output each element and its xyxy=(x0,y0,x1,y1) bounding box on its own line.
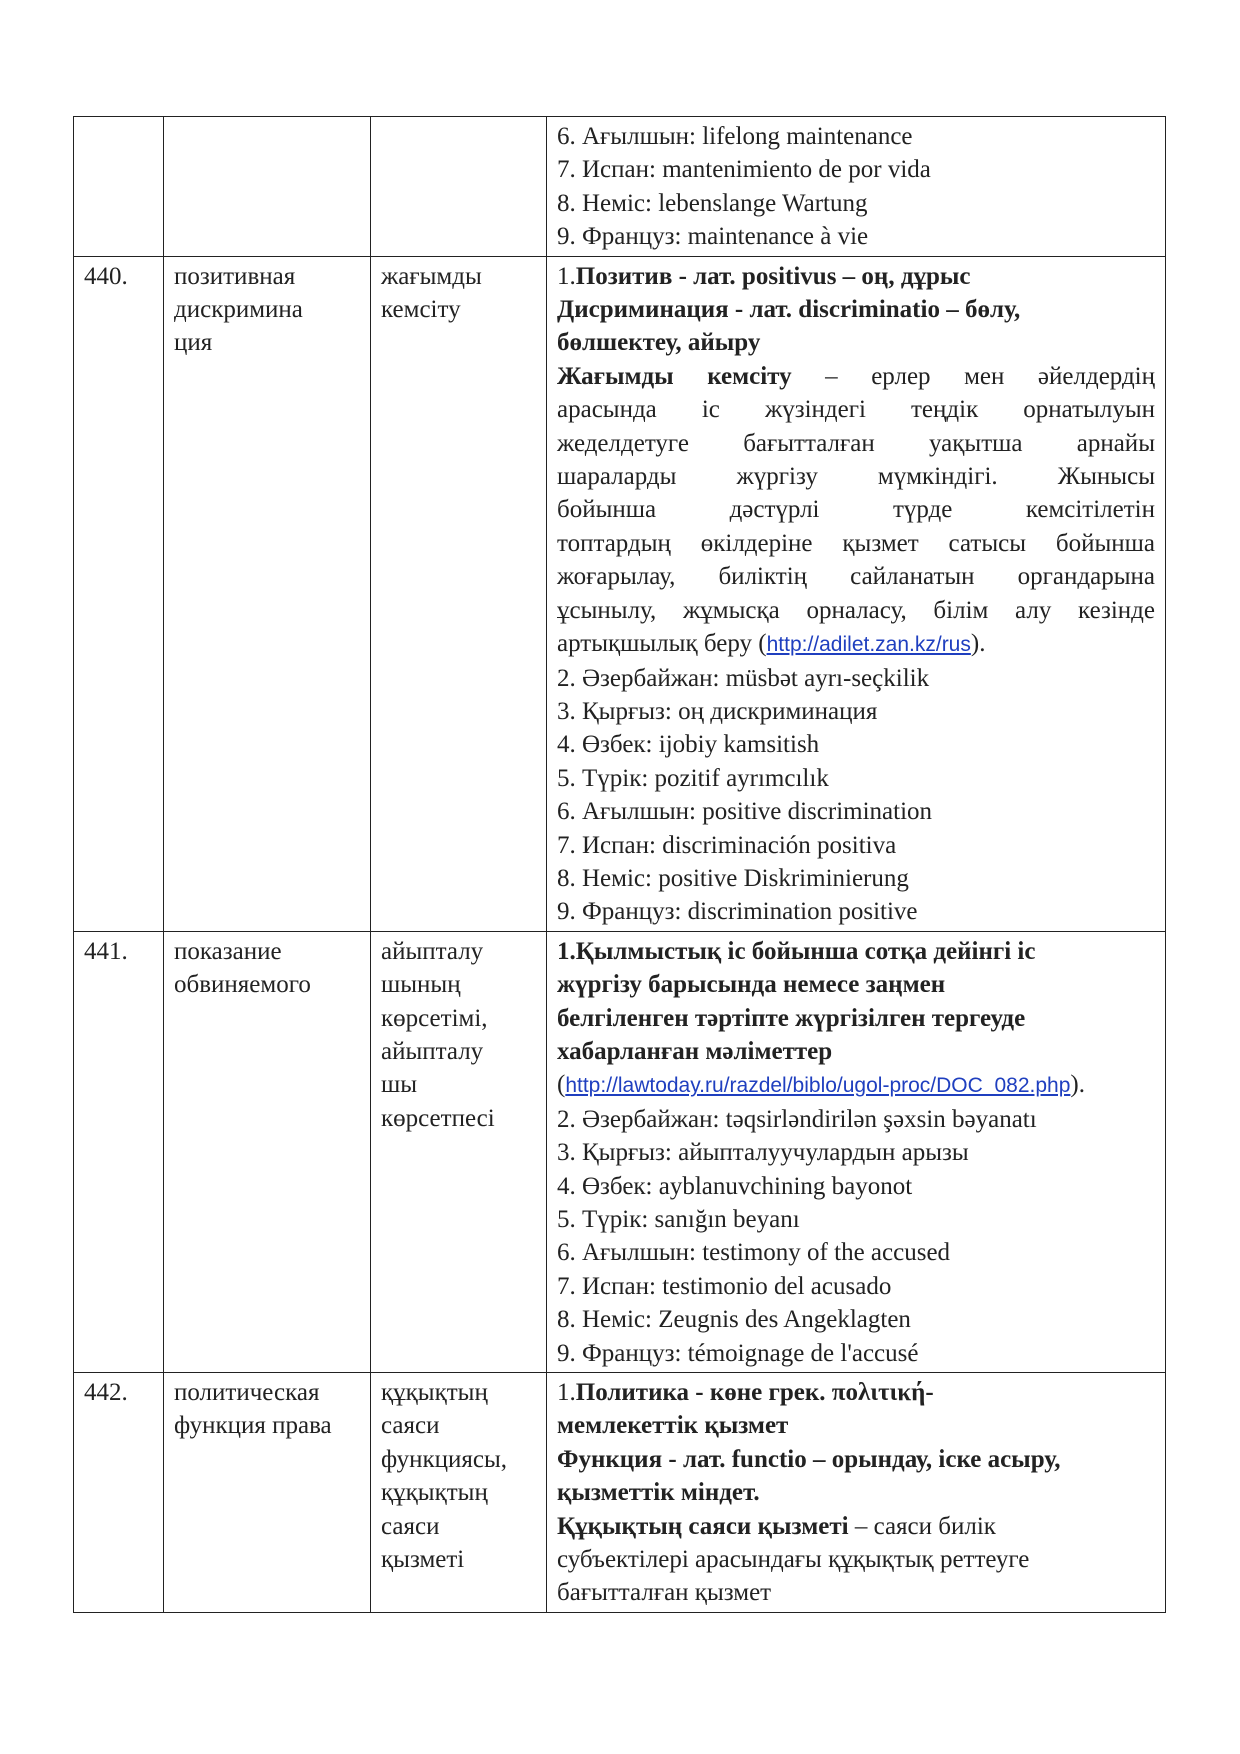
etymology-line: бөлшектеу, айыру xyxy=(557,329,761,357)
etymology-line: 1.Позитив - лат. positivus – оң, дұрыс xyxy=(557,262,971,290)
translation-line: 2. Әзербайжан: müsbət ayrı-seçkilik xyxy=(557,664,930,692)
entry-number-cell xyxy=(74,1373,164,1613)
translation-line: 3. Қырғыз: оң дискриминация xyxy=(557,697,878,725)
kazakh-term-cell xyxy=(371,117,547,257)
translation-line: 8. Неміс: positive Diskriminierung xyxy=(557,864,909,892)
translation-line: 4. Өзбек: ijobiy kamsitish xyxy=(557,731,820,759)
definition-line: жүргізу барысында немесе заңмен xyxy=(557,971,946,999)
translation-line: 7. Испан: mantenimiento de por vida xyxy=(557,156,931,184)
russian-term-line: позитивная xyxy=(174,262,296,290)
russian-term-line: ция xyxy=(174,329,213,357)
translation-line: 3. Қырғыз: айыпталуучулардын арызы xyxy=(557,1139,969,1167)
translation-line: 7. Испан: testimonio del acusado xyxy=(557,1272,892,1300)
kazakh-term-line: көрсетімі, xyxy=(381,1004,488,1032)
kazakh-term-line: кемсіту xyxy=(381,296,461,324)
definition-line: хабарланған мәліметтер xyxy=(557,1037,833,1065)
definition-line: субъектілері арасындағы құқықтық реттеуге xyxy=(557,1546,1030,1574)
definition-line: жеделдетуге бағытталған уақытша арнайы xyxy=(557,429,1155,457)
table-row xyxy=(74,1373,1166,1613)
etymology-line: 1.Политика - көне грек. πολιτική- xyxy=(557,1379,934,1407)
etymology-line: Дисриминация - лат. discriminatio – бөлу, xyxy=(557,296,1021,324)
russian-term-cell xyxy=(164,256,371,931)
definition-line: топтардың өкілдеріне қызмет сатысы бойынша xyxy=(557,529,1155,557)
translation-line: 9. Француз: témoignage de l'accusé xyxy=(557,1339,919,1367)
definition-line: бойынша дәстүрлі түрде кемсітілетін xyxy=(557,496,1155,524)
russian-term-line: обвиняемого xyxy=(174,971,311,999)
russian-term-cell xyxy=(164,1373,371,1613)
definition-line: белгіленген тәртіпте жүргізілген тергеуде xyxy=(557,1004,1026,1032)
entry-number: 441. xyxy=(84,937,128,965)
russian-term-line: показание xyxy=(174,937,282,965)
dictionary-table xyxy=(73,116,1166,1613)
russian-term-line: функция права xyxy=(174,1412,332,1440)
kazakh-term-cell xyxy=(371,1373,547,1613)
russian-term-cell xyxy=(164,931,371,1372)
kazakh-term-line: функциясы, xyxy=(381,1445,508,1473)
translation-line: 5. Түрік: pozitif ayrımcılık xyxy=(557,764,829,792)
translation-line: 6. Ағылшын: testimony of the accused xyxy=(557,1239,951,1267)
kazakh-term-line: көрсетпесі xyxy=(381,1104,495,1132)
translation-line: 8. Неміс: lebenslange Wartung xyxy=(557,189,868,217)
entry-number-cell xyxy=(74,256,164,931)
entry-number: 440. xyxy=(84,262,128,290)
etymology-line: қызметтік міндет. xyxy=(557,1479,760,1507)
definition-cell xyxy=(547,1373,1166,1613)
translation-line: 5. Түрік: sanığın beyanı xyxy=(557,1206,800,1233)
translation-line: 2. Әзербайжан: təqsirləndirilən şəxsin bəyanatı xyxy=(557,1105,1037,1133)
table-row xyxy=(74,117,1166,257)
definition-line: Жағымды кемсіту – ерлер мен әйелдердің xyxy=(557,362,1155,390)
definition-line: бағытталған қызмет xyxy=(557,1579,772,1607)
definition-cell xyxy=(547,117,1166,257)
kazakh-term-line: саяси xyxy=(381,1412,440,1440)
definition-line: 1.Қылмыстық іс бойынша сотқа дейінгі іс xyxy=(557,937,1036,965)
entry-number: 442. xyxy=(84,1379,128,1407)
kazakh-term-line: құқықтың xyxy=(381,1479,488,1507)
entry-number-cell xyxy=(74,931,164,1372)
kazakh-term-line: қызметі xyxy=(381,1546,465,1574)
source-link[interactable]: http://adilet.zan.kz/rus xyxy=(766,633,971,657)
source-line: (http://lawtoday.ru/razdel/biblo/ugol-proc/DOC_082.php). xyxy=(557,1071,1085,1099)
table-row xyxy=(74,256,1166,931)
table-row xyxy=(74,931,1166,1372)
translation-line: 6. Ағылшын: positive discrimination xyxy=(557,798,933,826)
definition-line: шараларды жүргізу мүмкіндігі. Жынысы xyxy=(557,463,1155,491)
russian-term-line: дискримина xyxy=(174,296,303,324)
russian-term-cell xyxy=(164,117,371,257)
definition-line: жоғарылау, биліктің сайланатын органдарына xyxy=(557,563,1155,591)
kazakh-term-line: шы xyxy=(381,1071,418,1099)
entry-number-cell xyxy=(74,117,164,257)
russian-term-line: политическая xyxy=(174,1379,320,1407)
kazakh-term-line: айыпталу xyxy=(381,1037,484,1065)
source-link[interactable]: http://lawtoday.ru/razdel/biblo/ugol-proc/DOC_082.php xyxy=(565,1074,1071,1098)
translation-line: 4. Өзбек: ayblanuvchining bayonot xyxy=(557,1172,913,1200)
kazakh-term-line: айыпталу xyxy=(381,937,484,965)
translation-line: 8. Неміс: Zeugnis des Angeklagten xyxy=(557,1306,911,1334)
kazakh-term-line: саяси xyxy=(381,1512,440,1540)
kazakh-term-line: құқықтың xyxy=(381,1379,488,1407)
definition-cell xyxy=(547,931,1166,1372)
kazakh-term-line: жағымды xyxy=(381,262,482,290)
translation-line: 7. Испан: discriminación positiva xyxy=(557,831,897,859)
translation-line: 9. Француз: maintenance à vie xyxy=(557,223,869,251)
translation-line: 6. Ағылшын: lifelong maintenance xyxy=(557,123,913,150)
definition-line: арасында іс жүзіндегі теңдік орнатылуын xyxy=(557,396,1155,424)
definition-cell xyxy=(547,256,1166,931)
etymology-line: мемлекеттік қызмет xyxy=(557,1412,789,1440)
kazakh-term-cell xyxy=(371,256,547,931)
translation-line: 9. Француз: discrimination positive xyxy=(557,898,918,926)
kazakh-term-line: шының xyxy=(381,971,461,999)
kazakh-term-cell xyxy=(371,931,547,1372)
definition-line: артықшылық беру (http://adilet.zan.kz/rus). xyxy=(557,630,986,658)
etymology-line: Функция - лат. functio – орындау, іске асыру, xyxy=(557,1445,1061,1473)
definition-line: ұсынылу, жұмысқа орналасу, білім алу кезінде xyxy=(557,596,1155,624)
definition-line: Құқықтың саяси қызметі – саяси билік xyxy=(557,1512,996,1540)
